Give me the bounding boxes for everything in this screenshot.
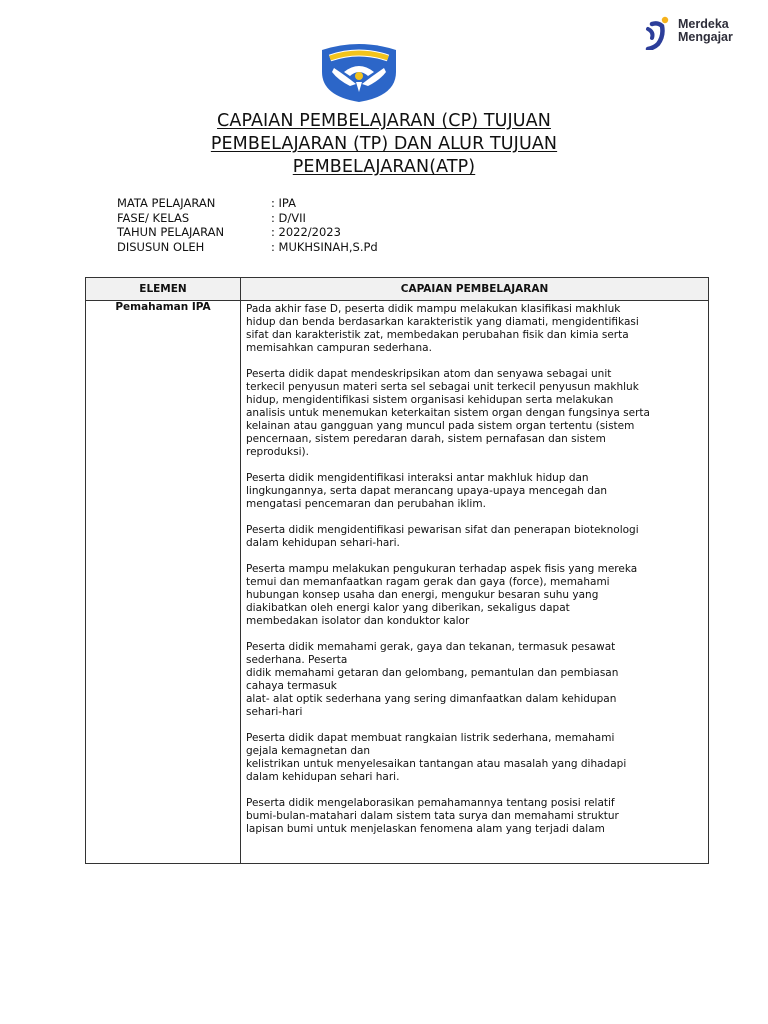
- paragraph-line: Pada akhir fase D, peserta didik mampu melakukan klasifikasi makhluk: [246, 303, 621, 315]
- paragraph-line: diakibatkan oleh energi kalor yang diberikan, sekaligus dapat: [246, 602, 570, 614]
- paragraph-line: lingkungannya, serta dapat merancang upaya-upaya mencegah dan: [246, 485, 608, 497]
- paragraph-line: Peserta didik mengelaborasikan pemahamannya tentang posisi relatif: [246, 797, 615, 809]
- merdeka-mengajar-icon: [644, 16, 674, 50]
- paragraph-line: kelistrikan untuk menyelesaikan tantangan atau masalah yang dihadapi: [246, 758, 627, 770]
- paragraph-line: Peserta mampu melakukan pengukuran terhadap aspek fisis yang mereka: [246, 563, 638, 575]
- paragraph-line: gejala kemagnetan dan: [246, 745, 371, 757]
- capaian-paragraph: [246, 797, 702, 836]
- paragraph-line: pencernaan, sistem peredaran darah, sistem pernafasan dan sistem: [246, 433, 606, 445]
- paragraph-line: dalam kehidupan sehari-hari.: [246, 537, 400, 549]
- capaian-paragraph: [246, 641, 702, 719]
- header-elemen: ELEMEN: [86, 278, 241, 301]
- paragraph-line: memisahkan campuran sederhana.: [246, 342, 432, 354]
- meta-value: : 2022/2023: [271, 225, 341, 239]
- merdeka-mengajar-logo: [644, 16, 764, 52]
- paragraph-line: Peserta didik mengidentifikasi pewarisan sifat dan penerapan bioteknologi: [246, 524, 639, 536]
- meta-row-phase: [117, 211, 378, 226]
- paragraph-line: Peserta didik mengidentifikasi interaksi antar makhluk hidup dan: [246, 472, 589, 484]
- table-row: [86, 301, 709, 864]
- paragraph-line: bumi-bulan-matahari dalam sistem tata surya dan memahami struktur: [246, 810, 619, 822]
- meta-value: : D/VII: [271, 210, 306, 225]
- paragraph-line: mengatasi pencemaran dan perubahan iklim.: [246, 498, 486, 510]
- capaian-paragraph: [246, 368, 702, 459]
- meta-value: : IPA: [271, 196, 296, 210]
- meta-value: : MUKHSINAH,S.Pd: [271, 239, 378, 254]
- paragraph-line: sifat dan karakteristik zat, membedakan perubahan fisik dan kimia serta: [246, 329, 629, 341]
- capaian-paragraph: [246, 563, 702, 628]
- document-meta: [117, 196, 378, 254]
- paragraph-line: hidup dan benda berdasarkan karakteristik yang diamati, mengidentifikasi: [246, 316, 639, 328]
- meta-row-year: [117, 225, 378, 240]
- paragraph-line: Peserta didik memahami gerak, gaya dan tekanan, termasuk pesawat: [246, 641, 616, 653]
- paragraph-line: didik memahami getaran dan gelombang, pemantulan dan pembiasan: [246, 667, 619, 679]
- meta-label: DISUSUN OLEH: [117, 239, 205, 254]
- paragraph-line: reproduksi).: [246, 446, 309, 458]
- meta-label: MATA PELAJARAN: [117, 196, 216, 210]
- paragraph-line: membedakan isolator dan konduktor kalor: [246, 615, 470, 627]
- paragraph-line: analisis untuk menemukan keterkaitan sistem organ dengan fungsinya serta: [246, 407, 650, 419]
- meta-label: FASE/ KELAS: [117, 210, 190, 225]
- paragraph-line: hubungan konsep usaha dan energi, mengukur besaran suhu yang: [246, 589, 599, 601]
- brand-name: [678, 18, 733, 44]
- paragraph-line: Peserta didik dapat mendeskripsikan atom dan senyawa sebagai unit: [246, 368, 612, 380]
- tut-wuri-handayani-logo: [316, 42, 402, 102]
- title-line: CAPAIAN PEMBELAJARAN (CP) TUJUAN: [217, 111, 551, 131]
- table-header-row: [86, 278, 709, 301]
- header-capaian: CAPAIAN PEMBELAJARAN: [241, 278, 709, 301]
- capaian-paragraph: [246, 732, 702, 784]
- paragraph-line: dalam kehidupan sehari hari.: [246, 771, 400, 783]
- meta-row-author: [117, 240, 378, 255]
- capaian-cell: [241, 301, 709, 864]
- capaian-paragraph: [246, 472, 702, 511]
- title-line: PEMBELAJARAN(ATP): [292, 157, 476, 177]
- paragraph-line: temui dan memanfaatkan ragam gerak dan gaya (force), memahami: [246, 576, 610, 588]
- paragraph-line: alat- alat optik sederhana yang sering dimanfaatkan dalam kehidupan: [246, 693, 617, 705]
- brand-line-2: Mengajar: [678, 30, 733, 44]
- meta-row-subject: [117, 196, 378, 211]
- capaian-paragraph: [246, 303, 702, 355]
- elemen-cell: Pemahaman IPA: [86, 301, 241, 864]
- paragraph-line: kelainan atau gangguan yang muncul pada sistem organ tertentu (sistem: [246, 420, 635, 432]
- paragraph-line: sehari-hari: [246, 706, 303, 718]
- paragraph-line: Peserta didik dapat membuat rangkaian listrik sederhana, memahami: [246, 732, 615, 744]
- paragraph-line: hidup, mengidentifikasi sistem organisasi kehidupan serta melakukan: [246, 394, 614, 406]
- capaian-paragraph: [246, 524, 702, 550]
- meta-label: TAHUN PELAJARAN: [117, 225, 225, 239]
- paragraph-line: lapisan bumi untuk menjelaskan fenomena alam yang terjadi dalam: [246, 823, 605, 835]
- brand-line-1: Merdeka: [678, 17, 729, 31]
- title-line: PEMBELAJARAN (TP) DAN ALUR TUJUAN: [210, 134, 558, 154]
- paragraph-line: sederhana. Peserta: [246, 654, 348, 666]
- paragraph-line: cahaya termasuk: [246, 680, 337, 692]
- capaian-table: [85, 277, 709, 864]
- paragraph-line: terkecil penyusun materi serta sel sebagai unit terkecil penyusun makhluk: [246, 381, 639, 393]
- document-title: [100, 110, 668, 179]
